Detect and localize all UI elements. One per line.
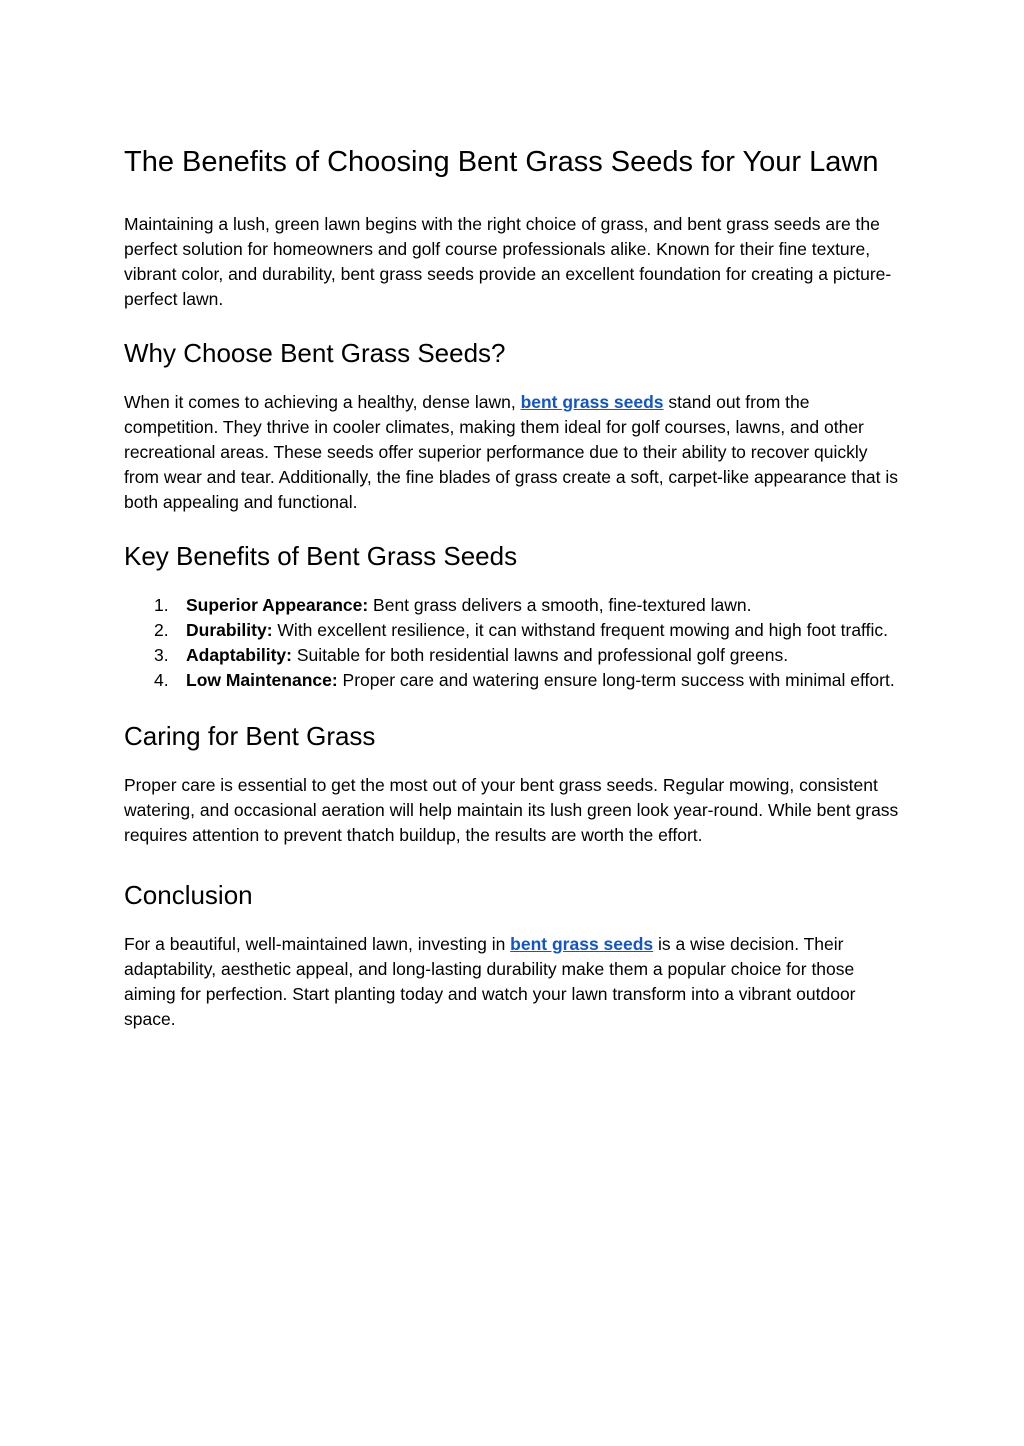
bent-grass-seeds-link[interactable]: bent grass seeds bbox=[520, 392, 664, 412]
list-item bbox=[124, 593, 900, 618]
list-item-text: Proper care and watering ensure long-term success with minimal effort. bbox=[337, 670, 895, 690]
list-number: 2. bbox=[154, 620, 169, 640]
bent-grass-seeds-link[interactable]: bent grass seeds bbox=[510, 934, 654, 954]
list-item bbox=[124, 643, 900, 668]
list-item-label: Low Maintenance: bbox=[186, 670, 338, 690]
why-text-before: When it comes to achieving a healthy, dense lawn, bbox=[124, 392, 521, 412]
list-item-text: Suitable for both residential lawns and professional golf greens. bbox=[291, 645, 789, 665]
list-item-label: Superior Appearance: bbox=[186, 595, 369, 615]
benefits-list bbox=[124, 593, 900, 693]
list-item-label: Adaptability: bbox=[186, 645, 292, 665]
benefits-heading: Key Benefits of Bent Grass Seeds bbox=[124, 541, 518, 571]
list-number: 1. bbox=[154, 595, 169, 615]
list-item-text: Bent grass delivers a smooth, fine-textured lawn. bbox=[368, 595, 752, 615]
conclusion-text-before: For a beautiful, well-maintained lawn, investing in bbox=[124, 934, 511, 954]
list-item-text: With excellent resilience, it can withstand frequent mowing and high foot traffic. bbox=[272, 620, 888, 640]
list-item bbox=[124, 668, 900, 693]
conclusion-paragraph bbox=[124, 932, 900, 1032]
list-number: 3. bbox=[154, 645, 169, 665]
caring-paragraph: Proper care is essential to get the most out of your bent grass seeds. Regular mowing, consistent watering, and occasional aeration will help maintain its lush green look year-round. While bent grass requires attention to prevent thatch buildup, the results are worth the effort. bbox=[124, 775, 899, 845]
why-paragraph bbox=[124, 390, 900, 515]
conclusion-heading: Conclusion bbox=[124, 880, 253, 910]
why-text-after: stand out from the competition. They thrive in cooler climates, making them ideal for golf courses, lawns, and other recreational areas. These seeds offer superior performance due to their ability to recover quickly from wear and tear. Additionally, the fine blades of grass create a soft, carpet-like appearance that is both appealing and functional. bbox=[124, 392, 898, 512]
document-page bbox=[124, 142, 900, 1056]
why-heading: Why Choose Bent Grass Seeds? bbox=[124, 338, 506, 368]
intro-paragraph: Maintaining a lush, green lawn begins with the right choice of grass, and bent grass seeds are the perfect solution for homeowners and golf course professionals alike. Known for their fine texture, vibrant color, and durability, bent grass seeds provide an excellent foundation for creating a picture-perfect lawn. bbox=[124, 214, 892, 309]
caring-heading: Caring for Bent Grass bbox=[124, 721, 376, 751]
list-item-label: Durability: bbox=[186, 620, 273, 640]
list-number: 4. bbox=[154, 670, 169, 690]
conclusion-text-after: is a wise decision. Their adaptability, aesthetic appeal, and long-lasting durability make them a popular choice for those aiming for perfection. Start planting today and watch your lawn transform into a vibrant outdoor space. bbox=[124, 934, 856, 1029]
document-title: The Benefits of Choosing Bent Grass Seeds for Your Lawn bbox=[124, 146, 879, 178]
list-item bbox=[124, 618, 900, 643]
